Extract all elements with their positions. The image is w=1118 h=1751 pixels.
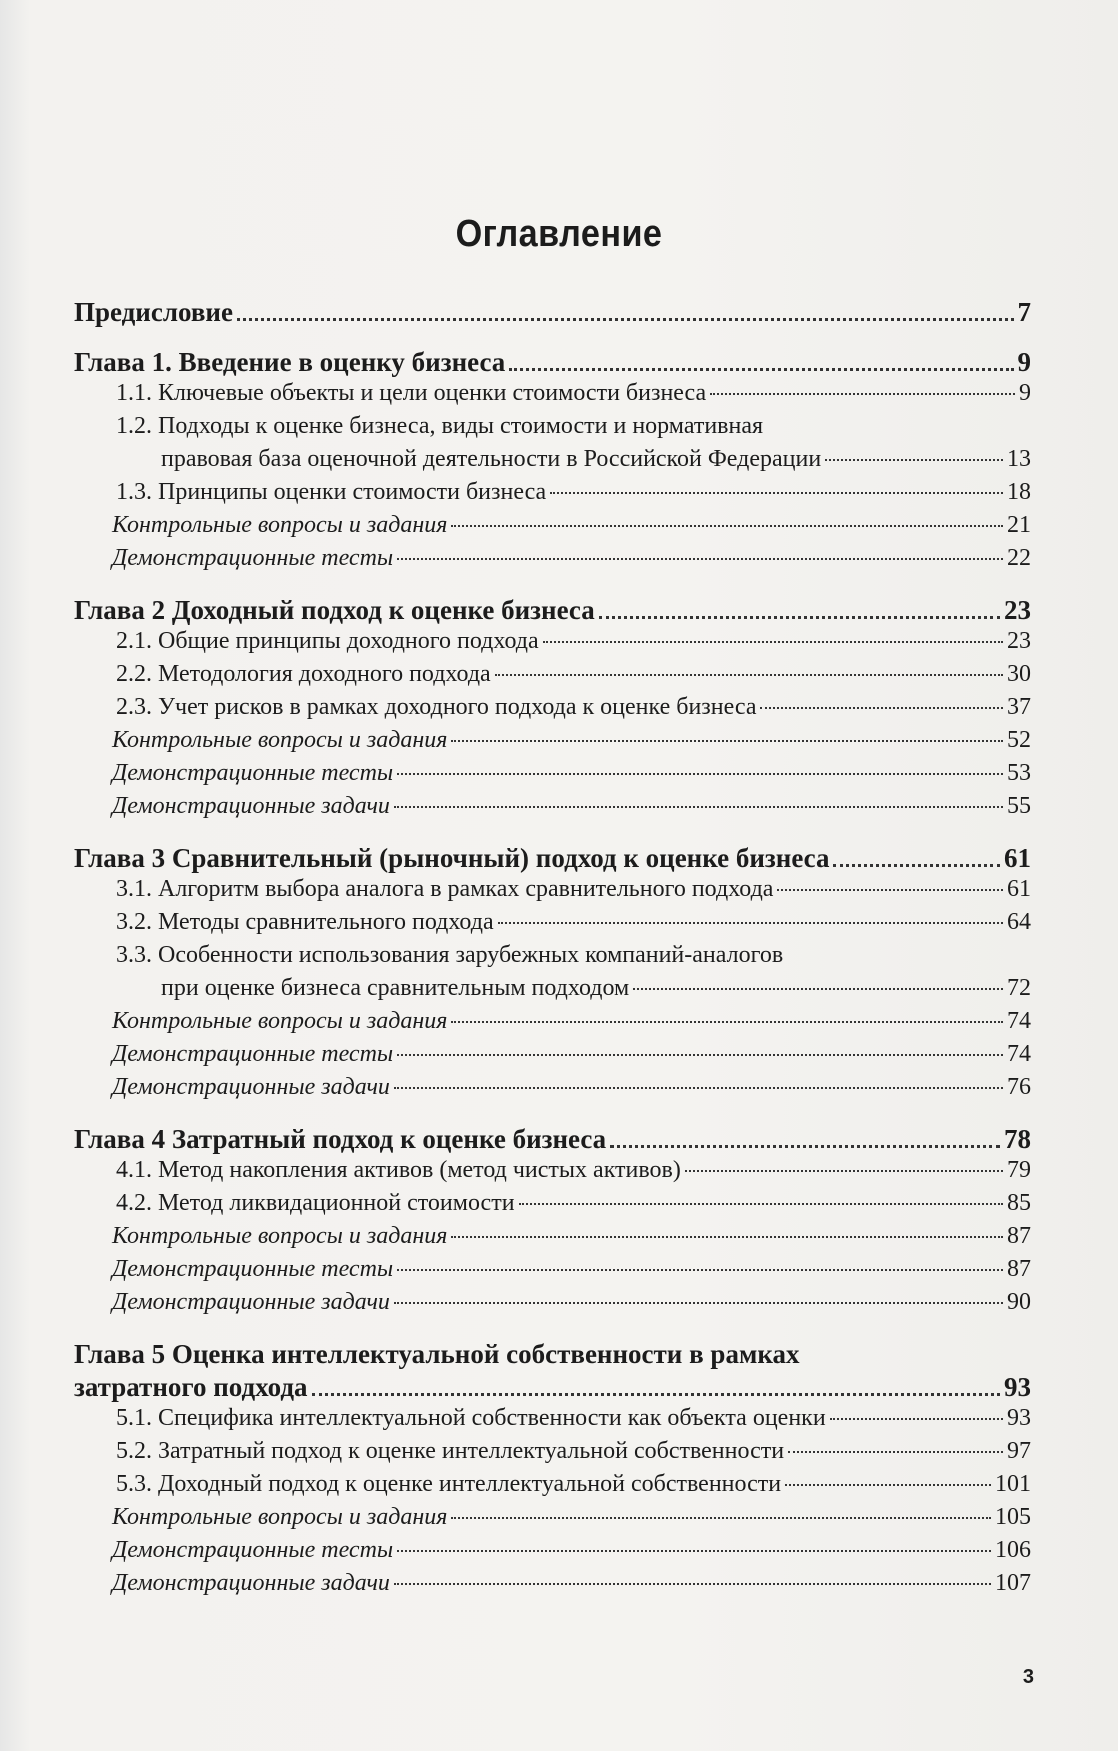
toc-chapter-5 bbox=[74, 1372, 1031, 1405]
toc-entry-text: Глава 4 Затратный подход к оценке бизнеса bbox=[74, 1124, 607, 1154]
toc-entry-text: Контрольные вопросы и задания bbox=[112, 1504, 448, 1530]
toc-entry-page: 90 bbox=[1007, 1289, 1031, 1315]
dot-leader bbox=[825, 459, 1003, 461]
toc-entry-text: 1.1. Ключевые объекты и цели оценки стоимости бизнеса bbox=[116, 380, 707, 406]
dot-leader bbox=[498, 922, 1003, 924]
toc-extra bbox=[74, 512, 1031, 545]
toc-entry-text: 4.1. Метод накопления активов (метод чистых активов) bbox=[116, 1157, 681, 1183]
toc-entry-text: Контрольные вопросы и задания bbox=[112, 727, 448, 753]
toc-section-line1: 1.2. Подходы к оценке бизнеса, виды стоимости и нормативная bbox=[116, 413, 764, 439]
toc-extra bbox=[74, 1041, 1031, 1074]
toc-entry-page: 7 bbox=[1017, 297, 1031, 327]
toc-entry-text: затратного подхода bbox=[74, 1372, 308, 1402]
toc-entry-page: 52 bbox=[1007, 727, 1031, 753]
toc-entry-page: 107 bbox=[995, 1570, 1031, 1596]
toc-entry-preface bbox=[74, 297, 1031, 330]
toc-entry-text: Контрольные вопросы и задания bbox=[112, 1223, 448, 1249]
toc-entry-text: правовая база оценочной деятельности в Российской Федерации bbox=[161, 446, 822, 472]
toc-extra bbox=[74, 727, 1031, 760]
toc-entry-text: Глава 2 Доходный подход к оценке бизнеса bbox=[74, 595, 595, 625]
toc-section bbox=[74, 1438, 1031, 1471]
toc-entry-text: Демонстрационные тесты bbox=[112, 1537, 394, 1563]
toc-entry-page: 101 bbox=[995, 1471, 1031, 1497]
toc-entry-page: 76 bbox=[1007, 1074, 1031, 1100]
toc-entry-page: 55 bbox=[1007, 793, 1031, 819]
toc-entry-page: 78 bbox=[1004, 1124, 1031, 1154]
toc-entry-text: 3.1. Алгоритм выбора аналога в рамках сравнительного подхода bbox=[116, 876, 774, 902]
dot-leader bbox=[610, 1145, 1000, 1148]
toc-entry-page: 22 bbox=[1007, 545, 1031, 571]
dot-leader bbox=[451, 740, 1003, 742]
toc-entry-page: 79 bbox=[1007, 1157, 1031, 1183]
toc-section bbox=[74, 876, 1031, 909]
toc-entry-page: 53 bbox=[1007, 760, 1031, 786]
toc-entry-text: Контрольные вопросы и задания bbox=[112, 1008, 448, 1034]
dot-leader bbox=[777, 889, 1003, 891]
table-of-contents bbox=[74, 297, 1031, 1603]
dot-leader bbox=[451, 1517, 991, 1519]
toc-entry-page: 21 bbox=[1007, 512, 1031, 538]
dot-leader bbox=[394, 1087, 1003, 1089]
toc-entry-page: 97 bbox=[1007, 1438, 1031, 1464]
toc-section bbox=[74, 694, 1031, 727]
toc-entry-page: 37 bbox=[1007, 694, 1031, 720]
toc-entry-text: 2.2. Методология доходного подхода bbox=[116, 661, 491, 687]
toc-entry-text: 2.3. Учет рисков в рамках доходного подхода к оценке бизнеса bbox=[116, 694, 757, 720]
toc-entry-page: 87 bbox=[1007, 1223, 1031, 1249]
dot-leader bbox=[543, 641, 1003, 643]
dot-leader bbox=[397, 558, 1003, 560]
dot-leader bbox=[237, 318, 1014, 321]
toc-entry-text: Контрольные вопросы и задания bbox=[112, 512, 448, 538]
dot-leader bbox=[509, 368, 1013, 371]
toc-entry-text: Предисловие bbox=[74, 297, 233, 327]
toc-entry-text: Демонстрационные задачи bbox=[112, 793, 390, 819]
toc-entry-text: Демонстрационные тесты bbox=[112, 760, 394, 786]
dot-leader bbox=[633, 988, 1003, 990]
toc-entry-text: Демонстрационные тесты bbox=[112, 1041, 394, 1067]
toc-entry-page: 30 bbox=[1007, 661, 1031, 687]
toc-section-line1: 3.3. Особенности использования зарубежных компаний-аналогов bbox=[116, 942, 784, 968]
toc-entry-text: Демонстрационные задачи bbox=[112, 1570, 390, 1596]
toc-chapter-5-line1: Глава 5 Оценка интеллектуальной собственности в рамках bbox=[74, 1339, 800, 1369]
dot-leader bbox=[394, 1583, 991, 1585]
toc-entry-text: Глава 1. Введение в оценку бизнеса bbox=[74, 347, 506, 377]
page-title: Оглавление bbox=[455, 213, 663, 256]
toc-entry-page: 23 bbox=[1007, 628, 1031, 654]
toc-section bbox=[74, 446, 1031, 479]
toc-entry-text: Демонстрационные тесты bbox=[112, 1256, 394, 1282]
dot-leader bbox=[710, 393, 1015, 395]
toc-entry-text: при оценке бизнеса сравнительным подходом bbox=[161, 975, 630, 1001]
toc-entry-page: 85 bbox=[1007, 1190, 1031, 1216]
dot-leader bbox=[685, 1170, 1003, 1172]
toc-entry-page: 9 bbox=[1017, 347, 1031, 377]
toc-section bbox=[74, 909, 1031, 942]
dot-leader bbox=[830, 1418, 1003, 1420]
page-number: 3 bbox=[1022, 1666, 1034, 1688]
dot-leader bbox=[397, 1550, 991, 1552]
toc-entry-text: 5.3. Доходный подход к оценке интеллектуальной собственности bbox=[116, 1471, 782, 1497]
dot-leader bbox=[599, 616, 1000, 619]
toc-entry-text: Демонстрационные задачи bbox=[112, 1289, 390, 1315]
toc-entry-text: 1.3. Принципы оценки стоимости бизнеса bbox=[116, 479, 547, 505]
toc-chapter-3 bbox=[74, 826, 1031, 876]
toc-entry-text: 2.1. Общие принципы доходного подхода bbox=[116, 628, 539, 654]
toc-section bbox=[74, 380, 1031, 413]
toc-entry-page: 105 bbox=[995, 1504, 1031, 1530]
toc-section bbox=[74, 628, 1031, 661]
toc-extra bbox=[74, 760, 1031, 793]
toc-extra bbox=[74, 1008, 1031, 1041]
toc-entry-text: Демонстрационные тесты bbox=[112, 545, 394, 571]
toc-extra bbox=[74, 1256, 1031, 1289]
dot-leader bbox=[788, 1451, 1003, 1453]
toc-entry-text: Глава 3 Сравнительный (рыночный) подход к оценке бизнеса bbox=[74, 843, 830, 873]
toc-entry-page: 64 bbox=[1007, 909, 1031, 935]
toc-entry-text: 4.2. Метод ликвидационной стоимости bbox=[116, 1190, 515, 1216]
dot-leader bbox=[451, 1236, 1003, 1238]
toc-entry-page: 13 bbox=[1007, 446, 1031, 472]
dot-leader bbox=[495, 674, 1003, 676]
toc-entry-text: Демонстрационные задачи bbox=[112, 1074, 390, 1100]
toc-chapter-4 bbox=[74, 1107, 1031, 1157]
dot-leader bbox=[451, 525, 1003, 527]
toc-entry-page: 9 bbox=[1019, 380, 1031, 406]
dot-leader bbox=[397, 1054, 1003, 1056]
toc-chapter-2 bbox=[74, 578, 1031, 628]
toc-section bbox=[74, 1190, 1031, 1223]
toc-extra bbox=[74, 1570, 1031, 1603]
toc-entry-page: 23 bbox=[1004, 595, 1031, 625]
toc-extra bbox=[74, 1223, 1031, 1256]
toc-entry-page: 106 bbox=[995, 1537, 1031, 1563]
toc-section bbox=[74, 479, 1031, 512]
dot-leader bbox=[760, 707, 1003, 709]
toc-entry-page: 18 bbox=[1007, 479, 1031, 505]
toc-extra bbox=[74, 1504, 1031, 1537]
dot-leader bbox=[833, 864, 1000, 867]
dot-leader bbox=[519, 1203, 1003, 1205]
toc-extra bbox=[74, 545, 1031, 578]
dot-leader bbox=[394, 1302, 1003, 1304]
toc-section bbox=[74, 1405, 1031, 1438]
dot-leader bbox=[451, 1021, 1003, 1023]
toc-entry-page: 93 bbox=[1004, 1372, 1031, 1402]
dot-leader bbox=[397, 1269, 1003, 1271]
toc-section bbox=[74, 1471, 1031, 1504]
toc-entry-text: 5.2. Затратный подход к оценке интеллектуальной собственности bbox=[116, 1438, 785, 1464]
toc-section bbox=[74, 975, 1031, 1008]
toc-entry-text: 5.1. Специфика интеллектуальной собственности как объекта оценки bbox=[116, 1405, 826, 1431]
toc-extra bbox=[74, 1074, 1031, 1107]
toc-extra bbox=[74, 793, 1031, 826]
toc-entry-page: 74 bbox=[1007, 1008, 1031, 1034]
toc-section bbox=[74, 661, 1031, 694]
toc-entry-page: 61 bbox=[1007, 876, 1031, 902]
toc-entry-page: 72 bbox=[1007, 975, 1031, 1001]
dot-leader bbox=[785, 1484, 991, 1486]
toc-section bbox=[74, 1157, 1031, 1190]
toc-entry-text: 3.2. Методы сравнительного подхода bbox=[116, 909, 494, 935]
dot-leader bbox=[312, 1393, 1000, 1396]
dot-leader bbox=[394, 806, 1003, 808]
toc-chapter-1 bbox=[74, 330, 1031, 380]
toc-extra bbox=[74, 1537, 1031, 1570]
dot-leader bbox=[550, 492, 1003, 494]
toc-entry-page: 87 bbox=[1007, 1256, 1031, 1282]
dot-leader bbox=[397, 773, 1003, 775]
toc-extra bbox=[74, 1289, 1031, 1322]
toc-entry-page: 61 bbox=[1004, 843, 1031, 873]
toc-entry-page: 93 bbox=[1007, 1405, 1031, 1431]
toc-entry-page: 74 bbox=[1007, 1041, 1031, 1067]
